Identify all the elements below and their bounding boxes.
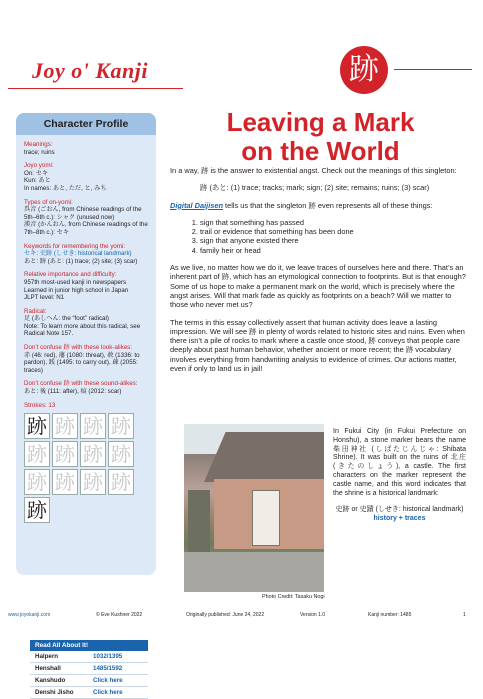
newspaper-rank: 957th most-used kanji in newspapers [24,278,127,286]
stroke-cell: 跡 [24,469,50,495]
strokes-heading: Strokes: 13 [24,401,56,409]
stroke-cell: 跡 [52,413,78,439]
reference-row[interactable] [30,687,148,699]
list-item: 1. sign that something has passed [200,218,466,227]
reference-value: 1032/1395 [93,653,123,660]
header-rule-right [394,69,472,70]
list-item: 4. family heir or head [200,246,466,255]
stroke-cell: 跡 [52,441,78,467]
definition-line: 跡 (あと: (1) trace; tracks; mark; sign; (2) site; remains; ruins; (3) scar) [200,183,430,193]
stroke-cell: 跡 [108,469,134,495]
title-line-1: Leaving a Mark [226,107,415,137]
digital-daijisen-link[interactable]: Digital Daijisen [170,200,223,210]
reference-name: Henshall [35,665,61,672]
stroke-cell: 跡 [24,413,50,439]
footer-copyright: © Eve Kushner 2022 [96,612,143,618]
title-line-2: on the World [241,136,400,166]
stroke-cell: 跡 [108,413,134,439]
lookalikes-list: 赤 (46: red), 藩 (1080: threat), 赦 (1336: to pardon), 践 (1495: to carry out), 疎 (2055: traces) [24,351,140,374]
header-rule-left [8,88,183,89]
reference-row[interactable] [30,675,148,687]
reference-row [30,663,148,675]
stone-marker [252,490,280,546]
footer-kanji-number: Kanji number: 1485 [368,612,412,618]
list-item: 2. trail or evidence that something has been done [200,227,466,236]
logo-text: Joy o' Kanji [32,58,149,83]
reference-value: 1485/1592 [93,665,123,672]
jlpt-level: JLPT level: N1 [24,294,65,302]
featured-kanji-badge: 跡 [340,46,388,94]
soundalikes-heading: Don’t confuse 跡 with these sound-alikes: [24,380,138,388]
kun-yomi: Kun: あと [24,177,51,185]
joyo-yomi-heading: Joyo yomi: [24,162,54,170]
stroke-order-grid [24,413,152,523]
stroke-cell: 跡 [80,469,106,495]
school-level: Learned in junior high school in Japan [24,286,129,294]
intro-paragraph: In a way, 跡 is the answer to existential angst. Check out the meanings of this singleton: [170,166,457,175]
references-heading: Read All About It! [30,640,148,651]
caption-term: 史跡 or 史蹟 (しせき: historical landmark) [335,506,464,514]
references-box [30,640,148,699]
page-footer [8,612,475,622]
on-yomi-types-heading: Types of on-yomi: [24,198,73,206]
lookalikes-heading: Don’t confuse 跡 with these look-alikes: [24,344,132,352]
kan-on-type: 漢音 (かんおん, from Chinese readings of the 7th–8th c.): セキ [24,221,148,236]
caption-breakdown: history + traces [373,515,426,523]
angst-paragraph: As we live, no matter how we do it, we leave traces of ourselves here and there. That’s an inherent part of 跡, which has an etymological connection to footprints. But is that enough? Some of us hope to make a permanent mark on the world, which is precisely where the angst arises. Will that mark fade as quickly as footprints on a beach? Will we matter to those who never met us? [170,263,466,310]
stroke-cell: 跡 [80,441,106,467]
photo-caption [333,428,466,524]
stroke-cell: 跡 [52,469,78,495]
shrine-photo [184,424,324,592]
go-on-type: 呉音 (ごおん, from Chinese readings of the 5th–6th c.): シャク (unused now) [24,206,142,221]
radical-note-link[interactable]: Note: To learn more about this radical, see Radical Note 157. [24,322,141,338]
meanings-heading: Meanings: [24,141,53,148]
list-item: 3. sign that anyone existed there [200,236,466,245]
reference-name: Denshi Jisho [35,689,74,696]
ground [184,552,324,592]
joy-o-kanji-logo [32,56,182,86]
reference-name: Halpern [35,653,59,660]
radical-heading: Radical: [24,307,47,315]
shrine-roof [204,432,324,482]
meanings-list [200,218,466,255]
reference-row [30,651,148,663]
terms-paragraph: The terms in this essay collectively assert that human activity does leave a lasting impression. We will see 跡 in plenty of words related to historic sites and ruins. Even when there isn’t a pile of rocks to mark where a castle once stood, 跡 conveys that people care deeply about past human behavior, whether ancient or more recent; the 跡 vocabulary involves everything from handwriting analysis to evidence of crimes. Our actions matter, even if only to land us in jail! [170,317,465,374]
caption-text: In Fukui City (in Fukui Prefecture on Honshu), a stone marker bears the name 柴田神社 (しばたじんじゃ: Shibata Shrine). It was built on the ruins of 北庄 (きたのしょう), a castle. The first characters on the marker represent the castle name, and this word indicates that the shrine is a historical landmark: [333,428,466,497]
keywords-heading: Keywords for remembering the yomi: [24,242,126,250]
importance-heading: Relative importance and difficulty: [24,271,117,279]
name-readings: In names: あと, ただ, と, みち [24,184,107,192]
keyword-seki[interactable]: セキ: 史跡 (しせき: historical landmark) [24,250,132,258]
footer-version: Version 1.0 [300,612,326,618]
essay-title [168,108,473,166]
daijisen-rest: tells us that the singleton 跡 even represents all of these things: [222,200,433,210]
soundalikes-list: あと: 後 (111: after), 痕 (2012: scar) [24,388,122,396]
essay-body [170,166,466,381]
on-yomi: On: セキ [24,169,49,177]
sidebar-body [24,141,152,523]
stroke-cell: 跡 [24,441,50,467]
kanshudo-link[interactable]: Click here [93,677,123,684]
footer-site[interactable]: www.joyokanji.com [8,612,51,618]
reference-name: Kanshudo [35,677,66,684]
stroke-cell: 跡 [80,413,106,439]
stroke-cell: 跡 [108,441,134,467]
footer-page-number: 1 [463,612,466,618]
photo-credit: Photo Credit: Tasaku Nogi [262,594,325,600]
meanings-value: trace; ruins [24,148,55,156]
stroke-cell: 跡 [24,497,50,523]
denshi-jisho-link[interactable]: Click here [93,689,123,696]
daijisen-paragraph [170,201,466,210]
radical-value: 足 (あしへん: the “foot” radical) [24,315,109,323]
sidebar-heading: Character Profile [16,113,156,135]
keyword-ato[interactable]: あと: 跡 (あと: (1) trace; (2) site; (3) scar) [24,257,138,265]
footer-published: Originally published: June 24, 2022 [186,612,265,618]
